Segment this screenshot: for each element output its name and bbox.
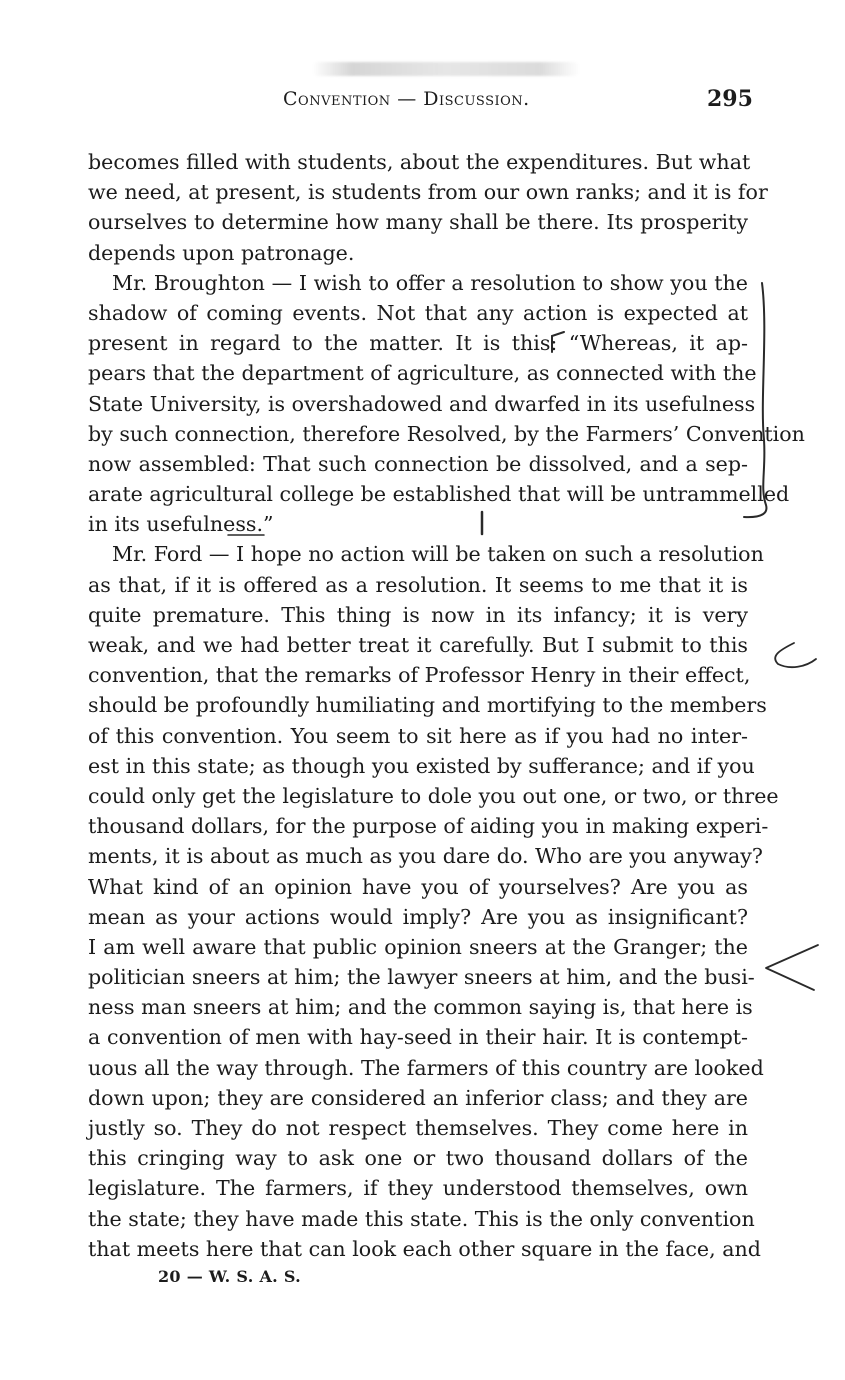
text-line: in its usefulness.”: [88, 512, 274, 537]
body-text: [88, 147, 805, 1264]
text-line: quite premature. This thing is now in its infancy; it is very: [88, 602, 748, 627]
text-line: could only get the legislature to dole you out one, or two, or three: [88, 783, 779, 808]
text-line: down upon; they are considered an inferior class; and they are: [88, 1085, 748, 1110]
text-line: weak, and we had better treat it carefully. But I submit to this: [88, 633, 748, 657]
text-line: Mr. Ford — I hope no action will be taken on such a resolution: [112, 542, 764, 567]
text-line: a convention of men with hay-seed in their hair. It is contempt-: [88, 1025, 748, 1050]
running-head: [283, 88, 530, 110]
text-line: present in regard to the matter. It is this: “Whereas, it ap-: [88, 331, 748, 356]
text-line: shadow of coming events. Not that any action is expected at: [88, 300, 748, 325]
page-smudge: [312, 62, 580, 76]
text-line: est in this state; as though you existed by sufferance; and if you: [88, 753, 755, 778]
text-line: ments, it is about as much as you dare do. Who are you anyway?: [88, 844, 763, 869]
text-line: uous all the way through. The farmers of this country are looked: [88, 1055, 764, 1080]
text-line: legislature. The farmers, if they understood themselves, own: [88, 1176, 748, 1201]
text-line: What kind of an opinion have you of yourselves? Are you as: [88, 874, 748, 899]
text-line: mean as your actions would imply? Are you as insignificant?: [88, 904, 748, 929]
text-line: thousand dollars, for the purpose of aiding you in making experi-: [88, 814, 769, 839]
chevron-left-mark: [766, 945, 818, 990]
text-line: ness man sneers at him; and the common saying is, that here is: [88, 995, 753, 1020]
text-line: as that, if it is offered as a resolution. It seems to me that it is: [88, 572, 748, 597]
text-line: Mr. Broughton — I wish to offer a resolution to show you the: [112, 270, 748, 295]
bracket-curve-mark: [775, 643, 816, 667]
text-line: this cringing way to ask one or two thousand dollars of the: [88, 1146, 748, 1171]
text-line: should be profoundly humiliating and mortifying to the members: [88, 693, 767, 718]
text-line: now assembled: That such connection be dissolved, and a sep-: [88, 451, 748, 476]
text-line: depends upon patronage.: [88, 240, 355, 265]
page-number: 295: [707, 86, 753, 112]
text-line: pears that the department of agriculture, as connected with the: [88, 361, 757, 386]
text-line: the state; they have made this state. This is the only convention: [88, 1206, 755, 1231]
text-line: convention, that the remarks of Professor Henry in their effect,: [88, 663, 751, 688]
text-line: I am well aware that public opinion sneers at the Granger; the: [88, 934, 748, 959]
signature-mark: 20 — W. S. A. S.: [158, 1267, 302, 1286]
text-line: justly so. They do not respect themselves. They come here in: [88, 1116, 748, 1140]
text-line: politician sneers at him; the lawyer sneers at him, and the busi-: [88, 965, 755, 990]
text-line: ourselves to determine how many shall be there. Its prosperity: [88, 210, 748, 235]
text-line: we need, at present, is students from our own ranks; and it is for: [88, 180, 768, 205]
text-line: that meets here that can look each other square in the face, and: [88, 1236, 761, 1261]
text-line: by such connection, therefore Resolved, by the Farmers’ Convention: [88, 421, 805, 446]
text-line: becomes filled with students, about the expenditures. But what: [88, 150, 751, 174]
text-line: of this convention. You seem to sit here as if you had no inter-: [88, 723, 748, 748]
text-line: State University, is overshadowed and dwarfed in its usefulness: [88, 391, 756, 416]
text-line: arate agricultural college be established that will be untrammelled: [88, 482, 790, 507]
running-head-text: Convention — Discussion.: [283, 88, 530, 110]
